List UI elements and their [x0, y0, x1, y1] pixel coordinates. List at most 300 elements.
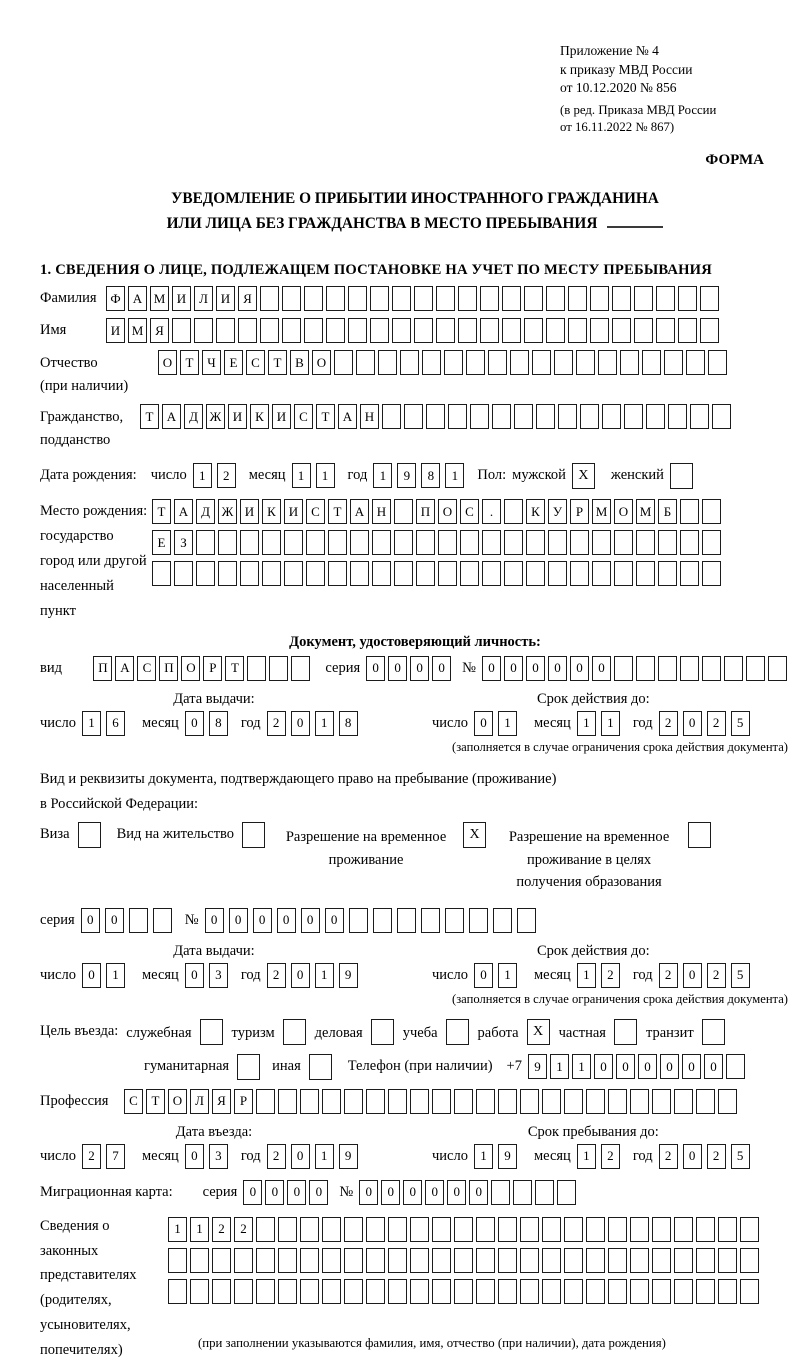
char-cell[interactable]	[356, 350, 375, 375]
char-cell[interactable]: 2	[234, 1217, 253, 1242]
identity-valid-day-cells[interactable]	[474, 711, 522, 736]
char-cell[interactable]	[630, 1248, 649, 1273]
char-cell[interactable]	[454, 1248, 473, 1273]
phone-cells[interactable]	[528, 1054, 748, 1079]
char-cell[interactable]: И	[106, 318, 125, 343]
char-cell[interactable]: Я	[150, 318, 169, 343]
char-cell[interactable]: С	[460, 499, 479, 524]
char-cell[interactable]: 0	[81, 908, 100, 933]
char-cell[interactable]	[526, 530, 545, 555]
char-cell[interactable]: З	[174, 530, 193, 555]
char-cell[interactable]: С	[294, 404, 313, 429]
char-cell[interactable]	[548, 530, 567, 555]
char-cell[interactable]	[172, 318, 191, 343]
char-cell[interactable]	[696, 1248, 715, 1273]
char-cell[interactable]	[344, 1248, 363, 1273]
char-cell[interactable]	[712, 404, 731, 429]
char-cell[interactable]	[580, 404, 599, 429]
residence-permit-checkbox[interactable]	[242, 822, 265, 848]
char-cell[interactable]: К	[526, 499, 545, 524]
char-cell[interactable]: О	[181, 656, 200, 681]
char-cell[interactable]	[328, 561, 347, 586]
char-cell[interactable]	[432, 1217, 451, 1242]
char-cell[interactable]: М	[592, 499, 611, 524]
char-cell[interactable]	[702, 499, 721, 524]
char-cell[interactable]	[378, 350, 397, 375]
char-cell[interactable]	[542, 1279, 561, 1304]
char-cell[interactable]	[696, 1089, 715, 1114]
char-cell[interactable]	[306, 530, 325, 555]
residence-series-cells[interactable]	[81, 908, 177, 933]
char-cell[interactable]: 0	[185, 963, 204, 988]
char-cell[interactable]	[238, 318, 257, 343]
char-cell[interactable]	[656, 318, 675, 343]
char-cell[interactable]: 0	[366, 656, 385, 681]
char-cell[interactable]	[269, 656, 288, 681]
char-cell[interactable]: 0	[301, 908, 320, 933]
char-cell[interactable]	[476, 1248, 495, 1273]
char-cell[interactable]	[404, 404, 423, 429]
char-cell[interactable]	[370, 286, 389, 311]
char-cell[interactable]	[344, 1279, 363, 1304]
char-cell[interactable]: 1	[577, 711, 596, 736]
char-cell[interactable]	[520, 1089, 539, 1114]
purpose-business-checkbox[interactable]	[200, 1019, 223, 1045]
char-cell[interactable]	[726, 1054, 745, 1079]
char-cell[interactable]	[696, 1279, 715, 1304]
char-cell[interactable]	[410, 1217, 429, 1242]
char-cell[interactable]: 9	[397, 463, 416, 488]
char-cell[interactable]: .	[482, 499, 501, 524]
char-cell[interactable]	[397, 908, 416, 933]
char-cell[interactable]	[373, 908, 392, 933]
char-cell[interactable]	[370, 318, 389, 343]
char-cell[interactable]: О	[312, 350, 331, 375]
visa-checkbox[interactable]	[78, 822, 101, 848]
char-cell[interactable]	[432, 1248, 451, 1273]
char-cell[interactable]: 2	[659, 963, 678, 988]
char-cell[interactable]	[388, 1279, 407, 1304]
char-cell[interactable]: 0	[253, 908, 272, 933]
char-cell[interactable]: 0	[425, 1180, 444, 1205]
char-cell[interactable]	[470, 404, 489, 429]
char-cell[interactable]	[514, 404, 533, 429]
char-cell[interactable]	[392, 318, 411, 343]
char-cell[interactable]: К	[250, 404, 269, 429]
char-cell[interactable]	[564, 1248, 583, 1273]
char-cell[interactable]	[498, 1279, 517, 1304]
char-cell[interactable]	[344, 1089, 363, 1114]
char-cell[interactable]: 2	[267, 1144, 286, 1169]
char-cell[interactable]	[216, 318, 235, 343]
char-cell[interactable]	[410, 1089, 429, 1114]
residence-valid-day-cells[interactable]	[474, 963, 522, 988]
char-cell[interactable]: 1	[168, 1217, 187, 1242]
given-name-cells[interactable]	[106, 318, 722, 343]
char-cell[interactable]	[322, 1248, 341, 1273]
char-cell[interactable]: 0	[291, 1144, 310, 1169]
char-cell[interactable]: 0	[185, 1144, 204, 1169]
char-cell[interactable]: 2	[267, 711, 286, 736]
char-cell[interactable]	[542, 1248, 561, 1273]
char-cell[interactable]	[718, 1089, 737, 1114]
char-cell[interactable]: 0	[410, 656, 429, 681]
char-cell[interactable]	[482, 530, 501, 555]
char-cell[interactable]: О	[168, 1089, 187, 1114]
char-cell[interactable]: 0	[105, 908, 124, 933]
char-cell[interactable]	[469, 908, 488, 933]
char-cell[interactable]	[388, 1248, 407, 1273]
char-cell[interactable]: 0	[229, 908, 248, 933]
char-cell[interactable]	[708, 350, 727, 375]
char-cell[interactable]	[436, 318, 455, 343]
char-cell[interactable]	[630, 1217, 649, 1242]
char-cell[interactable]	[513, 1180, 532, 1205]
char-cell[interactable]	[421, 908, 440, 933]
stay-month-cells[interactable]	[577, 1144, 625, 1169]
char-cell[interactable]	[410, 1248, 429, 1273]
char-cell[interactable]	[646, 404, 665, 429]
char-cell[interactable]: К	[262, 499, 281, 524]
char-cell[interactable]	[700, 318, 719, 343]
char-cell[interactable]: 1	[498, 711, 517, 736]
char-cell[interactable]	[174, 561, 193, 586]
char-cell[interactable]	[520, 1217, 539, 1242]
char-cell[interactable]	[535, 1180, 554, 1205]
char-cell[interactable]	[686, 350, 705, 375]
char-cell[interactable]	[630, 1089, 649, 1114]
residence-issue-month-cells[interactable]	[185, 963, 233, 988]
char-cell[interactable]: Л	[194, 286, 213, 311]
char-cell[interactable]	[190, 1248, 209, 1273]
char-cell[interactable]: Е	[224, 350, 243, 375]
char-cell[interactable]: 9	[339, 1144, 358, 1169]
char-cell[interactable]: 2	[659, 711, 678, 736]
char-cell[interactable]: О	[614, 499, 633, 524]
char-cell[interactable]: Ч	[202, 350, 221, 375]
char-cell[interactable]	[454, 1089, 473, 1114]
char-cell[interactable]: 0	[683, 1144, 702, 1169]
migration-number-cells[interactable]	[359, 1180, 579, 1205]
char-cell[interactable]	[674, 1089, 693, 1114]
char-cell[interactable]: 8	[421, 463, 440, 488]
residence-valid-month-cells[interactable]	[577, 963, 625, 988]
char-cell[interactable]	[532, 350, 551, 375]
char-cell[interactable]	[394, 499, 413, 524]
char-cell[interactable]	[590, 318, 609, 343]
char-cell[interactable]	[614, 561, 633, 586]
char-cell[interactable]	[592, 561, 611, 586]
char-cell[interactable]	[422, 350, 441, 375]
char-cell[interactable]: 1	[193, 463, 212, 488]
char-cell[interactable]: А	[174, 499, 193, 524]
char-cell[interactable]	[586, 1217, 605, 1242]
char-cell[interactable]	[498, 1089, 517, 1114]
birth-place-row1-cells[interactable]	[152, 499, 724, 524]
char-cell[interactable]: 1	[572, 1054, 591, 1079]
char-cell[interactable]	[366, 1089, 385, 1114]
char-cell[interactable]	[350, 530, 369, 555]
char-cell[interactable]	[372, 530, 391, 555]
char-cell[interactable]	[392, 286, 411, 311]
char-cell[interactable]: У	[548, 499, 567, 524]
char-cell[interactable]: 0	[403, 1180, 422, 1205]
char-cell[interactable]: 6	[106, 711, 125, 736]
char-cell[interactable]	[476, 1279, 495, 1304]
char-cell[interactable]	[634, 318, 653, 343]
char-cell[interactable]	[394, 530, 413, 555]
char-cell[interactable]	[256, 1248, 275, 1273]
identity-issue-month-cells[interactable]	[185, 711, 233, 736]
char-cell[interactable]	[592, 530, 611, 555]
char-cell[interactable]	[564, 1279, 583, 1304]
char-cell[interactable]	[636, 656, 655, 681]
char-cell[interactable]	[700, 286, 719, 311]
char-cell[interactable]: 7	[106, 1144, 125, 1169]
char-cell[interactable]	[129, 908, 148, 933]
char-cell[interactable]	[400, 350, 419, 375]
char-cell[interactable]: Т	[225, 656, 244, 681]
char-cell[interactable]: 0	[548, 656, 567, 681]
patronymic-cells[interactable]	[158, 350, 730, 375]
char-cell[interactable]: 0	[504, 656, 523, 681]
char-cell[interactable]	[382, 404, 401, 429]
char-cell[interactable]: Е	[152, 530, 171, 555]
char-cell[interactable]	[234, 1248, 253, 1273]
char-cell[interactable]	[548, 561, 567, 586]
char-cell[interactable]	[614, 656, 633, 681]
char-cell[interactable]	[438, 530, 457, 555]
char-cell[interactable]	[256, 1217, 275, 1242]
char-cell[interactable]	[568, 286, 587, 311]
purpose-private-checkbox[interactable]	[614, 1019, 637, 1045]
char-cell[interactable]	[504, 499, 523, 524]
char-cell[interactable]: 0	[469, 1180, 488, 1205]
char-cell[interactable]: 0	[683, 711, 702, 736]
char-cell[interactable]	[542, 1217, 561, 1242]
char-cell[interactable]	[524, 318, 543, 343]
char-cell[interactable]	[612, 286, 631, 311]
char-cell[interactable]	[394, 561, 413, 586]
char-cell[interactable]: 0	[359, 1180, 378, 1205]
residence-number-cells[interactable]	[205, 908, 541, 933]
char-cell[interactable]	[652, 1279, 671, 1304]
char-cell[interactable]: 0	[592, 656, 611, 681]
char-cell[interactable]: 2	[707, 1144, 726, 1169]
char-cell[interactable]: 9	[339, 963, 358, 988]
char-cell[interactable]	[498, 1248, 517, 1273]
char-cell[interactable]: А	[115, 656, 134, 681]
birth-place-row2-cells[interactable]	[152, 530, 724, 555]
char-cell[interactable]	[624, 404, 643, 429]
char-cell[interactable]	[190, 1279, 209, 1304]
char-cell[interactable]	[642, 350, 661, 375]
char-cell[interactable]	[350, 561, 369, 586]
birth-year-cells[interactable]	[373, 463, 469, 488]
char-cell[interactable]	[291, 656, 310, 681]
entry-day-cells[interactable]	[82, 1144, 130, 1169]
char-cell[interactable]	[520, 1279, 539, 1304]
purpose-commercial-checkbox[interactable]	[371, 1019, 394, 1045]
char-cell[interactable]	[608, 1248, 627, 1273]
char-cell[interactable]: 0	[291, 963, 310, 988]
purpose-tourism-checkbox[interactable]	[283, 1019, 306, 1045]
char-cell[interactable]	[444, 350, 463, 375]
char-cell[interactable]	[546, 286, 565, 311]
char-cell[interactable]	[334, 350, 353, 375]
char-cell[interactable]	[196, 530, 215, 555]
purpose-transit-checkbox[interactable]	[702, 1019, 725, 1045]
char-cell[interactable]	[680, 656, 699, 681]
char-cell[interactable]	[664, 350, 683, 375]
char-cell[interactable]	[652, 1248, 671, 1273]
char-cell[interactable]: 1	[577, 1144, 596, 1169]
char-cell[interactable]	[344, 1217, 363, 1242]
char-cell[interactable]	[326, 286, 345, 311]
char-cell[interactable]	[388, 1089, 407, 1114]
char-cell[interactable]	[554, 350, 573, 375]
char-cell[interactable]	[410, 1279, 429, 1304]
char-cell[interactable]	[768, 656, 787, 681]
char-cell[interactable]: 0	[594, 1054, 613, 1079]
char-cell[interactable]	[256, 1279, 275, 1304]
char-cell[interactable]	[348, 286, 367, 311]
char-cell[interactable]: 5	[731, 711, 750, 736]
char-cell[interactable]	[282, 318, 301, 343]
char-cell[interactable]: П	[159, 656, 178, 681]
char-cell[interactable]	[240, 530, 259, 555]
char-cell[interactable]: Т	[140, 404, 159, 429]
profession-cells[interactable]	[124, 1089, 740, 1114]
char-cell[interactable]	[680, 530, 699, 555]
char-cell[interactable]	[322, 1089, 341, 1114]
char-cell[interactable]	[570, 561, 589, 586]
char-cell[interactable]	[608, 1279, 627, 1304]
char-cell[interactable]	[152, 561, 171, 586]
char-cell[interactable]: Ж	[218, 499, 237, 524]
char-cell[interactable]	[278, 1089, 297, 1114]
char-cell[interactable]	[300, 1089, 319, 1114]
char-cell[interactable]: П	[93, 656, 112, 681]
identity-kind-cells[interactable]	[93, 656, 313, 681]
char-cell[interactable]: Л	[190, 1089, 209, 1114]
char-cell[interactable]	[416, 561, 435, 586]
char-cell[interactable]: 0	[683, 963, 702, 988]
char-cell[interactable]	[608, 1089, 627, 1114]
char-cell[interactable]: 1	[498, 963, 517, 988]
char-cell[interactable]: 5	[731, 1144, 750, 1169]
char-cell[interactable]	[636, 561, 655, 586]
char-cell[interactable]: С	[246, 350, 265, 375]
char-cell[interactable]	[482, 561, 501, 586]
char-cell[interactable]	[564, 1217, 583, 1242]
char-cell[interactable]	[696, 1217, 715, 1242]
char-cell[interactable]: Н	[372, 499, 391, 524]
char-cell[interactable]: О	[438, 499, 457, 524]
char-cell[interactable]	[636, 530, 655, 555]
char-cell[interactable]	[620, 350, 639, 375]
char-cell[interactable]	[476, 1217, 495, 1242]
char-cell[interactable]: Д	[196, 499, 215, 524]
char-cell[interactable]	[558, 404, 577, 429]
char-cell[interactable]	[557, 1180, 576, 1205]
char-cell[interactable]: Д	[184, 404, 203, 429]
char-cell[interactable]	[284, 561, 303, 586]
char-cell[interactable]	[304, 318, 323, 343]
char-cell[interactable]: Т	[316, 404, 335, 429]
surname-cells[interactable]	[106, 286, 722, 311]
char-cell[interactable]: 2	[212, 1217, 231, 1242]
char-cell[interactable]	[702, 656, 721, 681]
char-cell[interactable]	[493, 908, 512, 933]
char-cell[interactable]: Ж	[206, 404, 225, 429]
char-cell[interactable]	[520, 1248, 539, 1273]
char-cell[interactable]: 0	[287, 1180, 306, 1205]
identity-valid-month-cells[interactable]	[577, 711, 625, 736]
char-cell[interactable]	[168, 1279, 187, 1304]
char-cell[interactable]	[678, 318, 697, 343]
char-cell[interactable]: 1	[315, 711, 334, 736]
char-cell[interactable]: 0	[381, 1180, 400, 1205]
char-cell[interactable]: 0	[325, 908, 344, 933]
char-cell[interactable]: 0	[205, 908, 224, 933]
char-cell[interactable]	[702, 530, 721, 555]
char-cell[interactable]: А	[128, 286, 147, 311]
residence-issue-year-cells[interactable]	[267, 963, 363, 988]
char-cell[interactable]	[740, 1248, 759, 1273]
char-cell[interactable]: Я	[238, 286, 257, 311]
char-cell[interactable]	[602, 404, 621, 429]
char-cell[interactable]: И	[228, 404, 247, 429]
char-cell[interactable]	[718, 1217, 737, 1242]
char-cell[interactable]: 0	[682, 1054, 701, 1079]
char-cell[interactable]	[348, 318, 367, 343]
char-cell[interactable]: 0	[526, 656, 545, 681]
purpose-other-checkbox[interactable]	[309, 1054, 332, 1080]
char-cell[interactable]	[674, 1279, 693, 1304]
char-cell[interactable]: И	[272, 404, 291, 429]
char-cell[interactable]: 2	[601, 963, 620, 988]
char-cell[interactable]	[718, 1248, 737, 1273]
char-cell[interactable]	[480, 286, 499, 311]
char-cell[interactable]: П	[416, 499, 435, 524]
char-cell[interactable]	[718, 1279, 737, 1304]
char-cell[interactable]	[740, 1217, 759, 1242]
char-cell[interactable]	[502, 286, 521, 311]
char-cell[interactable]	[366, 1248, 385, 1273]
char-cell[interactable]: 1	[373, 463, 392, 488]
char-cell[interactable]	[546, 318, 565, 343]
char-cell[interactable]: 1	[292, 463, 311, 488]
char-cell[interactable]: С	[124, 1089, 143, 1114]
char-cell[interactable]	[247, 656, 266, 681]
char-cell[interactable]: В	[290, 350, 309, 375]
char-cell[interactable]: 1	[106, 963, 125, 988]
char-cell[interactable]	[740, 1279, 759, 1304]
char-cell[interactable]	[524, 286, 543, 311]
purpose-study-checkbox[interactable]	[446, 1019, 469, 1045]
identity-valid-year-cells[interactable]	[659, 711, 755, 736]
identity-issue-year-cells[interactable]	[267, 711, 363, 736]
char-cell[interactable]: 0	[82, 963, 101, 988]
char-cell[interactable]: 0	[660, 1054, 679, 1079]
char-cell[interactable]: 1	[82, 711, 101, 736]
temp-permit-edu-checkbox[interactable]	[688, 822, 711, 848]
char-cell[interactable]: Т	[328, 499, 347, 524]
char-cell[interactable]: 2	[659, 1144, 678, 1169]
char-cell[interactable]: 0	[474, 711, 493, 736]
char-cell[interactable]	[218, 561, 237, 586]
